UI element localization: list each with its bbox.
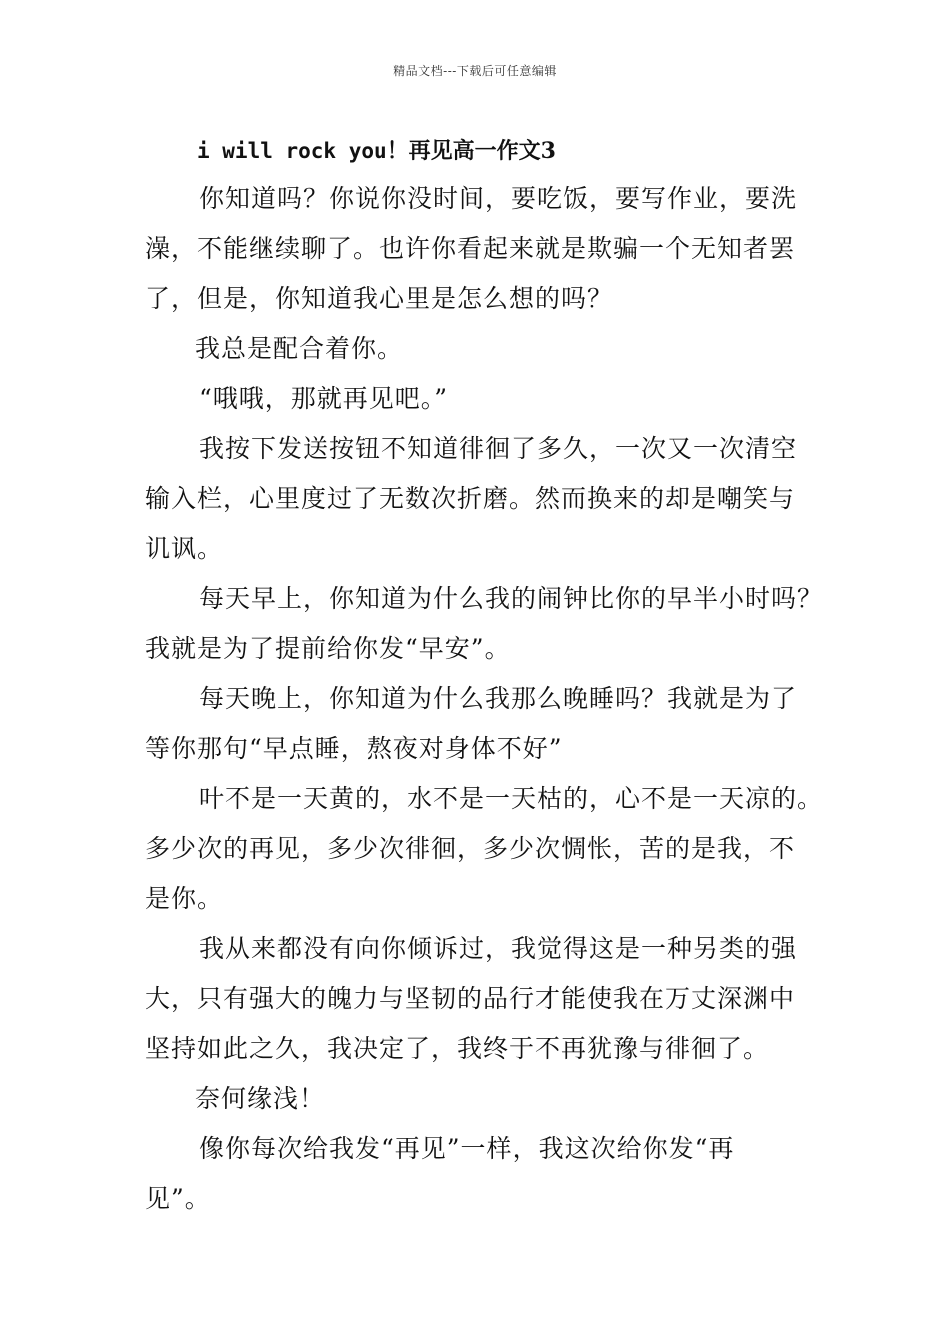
paragraph-6: 每天晚上，你知道为什么我那么晚睡吗？我就是为了 等你那句“早点睡，熬夜对身体不好”	[145, 684, 798, 763]
paragraph-4: 我按下发送按钮不知道徘徊了多久，一次又一次清空 输入栏，心里度过了无数次折磨。然而换来的却是嘲笑与 讥讽。	[145, 434, 798, 563]
title-cjk: ！再见高一作文3	[386, 138, 556, 164]
paragraph-1: 你知道吗？你说你没时间，要吃饭，要写作业，要洗 澡，不能继续聊了。也许你看起来就是欺骗一个无知者罢 了，但是，你知道我心里是怎么想的吗？	[145, 184, 798, 313]
paragraph-9: 奈何缘浅！	[195, 1084, 326, 1113]
document-title	[145, 128, 835, 174]
paragraph-5: 每天早上，你知道为什么我的闹钟比你的早半小时吗？ 我就是为了提前给你发“早安”。	[145, 584, 824, 663]
paragraph-3: “哦哦，那就再见吧。”	[199, 384, 449, 413]
document-body	[145, 128, 835, 1224]
paragraph-8: 我从来都没有向你倾诉过，我觉得这是一种另类的强 大，只有强大的魄力与坚韧的品行才能使我在万丈深渊中 坚持如此之久，我决定了，我终于不再犹豫与徘徊了。	[145, 934, 798, 1063]
paragraph-10: 像你每次给我发“再见”一样，我这次给你发“再 见”。	[145, 1134, 735, 1213]
page-header: 精品文档---下载后可任意编辑	[393, 64, 557, 78]
title-latin: i will rock you	[197, 139, 387, 163]
paragraph-2: 我总是配合着你。	[195, 334, 404, 363]
paragraph-7: 叶不是一天黄的，水不是一天枯的，心不是一天凉的。 多少次的再见，多少次徘徊，多少次惆怅，苦的是我，不 是你。	[145, 784, 824, 913]
